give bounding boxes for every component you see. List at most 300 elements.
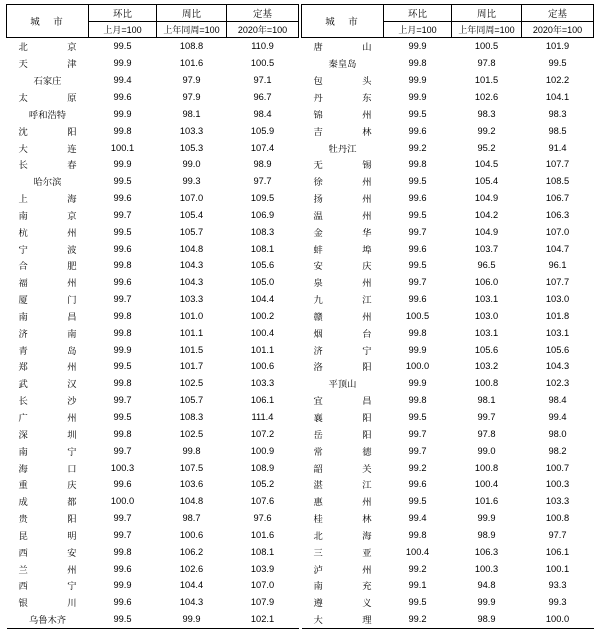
cell-fixed: 104.3 [545,361,570,372]
cell-wow: 100.4 [474,479,499,490]
city-label: 洛 阳 [313,362,372,373]
cell-wow: 99.7 [477,412,496,423]
cell-city [302,156,384,173]
cell-city [7,358,89,375]
table-row [7,459,299,476]
cell-wow: 103.1 [474,294,499,305]
city-label: 银 川 [18,598,77,609]
cell-wow: 100.8 [474,462,499,473]
city-label: 秦皇岛 [328,59,357,70]
cell-city [302,409,384,426]
table-row [7,173,299,190]
cell-fixed: 98.9 [253,159,272,170]
cell-mom: 99.6 [408,125,427,136]
city-label: 西 宁 [18,581,77,592]
cell-city [302,240,384,257]
cell-city [7,89,89,106]
table-row [302,156,594,173]
table-row [302,38,594,55]
cell-fixed: 99.4 [548,412,567,423]
cell-fixed: 107.4 [250,142,275,153]
city-label: 金 华 [313,227,372,238]
cell-mom: 99.6 [408,479,427,490]
cell-mom: 99.5 [113,361,132,372]
cell-wow: 105.4 [179,209,204,220]
city-label: 岳 阳 [313,429,372,440]
cell-wow: 106.0 [474,277,499,288]
cell-city [302,274,384,291]
cell-city [7,257,89,274]
table-row [302,442,594,459]
cell-fixed: 105.6 [250,260,275,271]
cell-fixed: 97.1 [253,75,272,86]
city-label: 泉 州 [313,278,372,289]
cell-wow: 99.9 [477,513,496,524]
cell-fixed: 100.2 [250,310,275,321]
cell-city [302,223,384,240]
cell-wow: 103.7 [474,243,499,254]
cell-fixed: 98.4 [548,395,567,406]
cell-city [302,375,384,392]
table-row [7,139,299,156]
cell-mom: 99.5 [408,412,427,423]
city-label: 泸 州 [313,564,372,575]
cell-mom: 99.9 [113,108,132,119]
cell-mom: 99.9 [408,91,427,102]
right-table [301,4,594,629]
city-label: 南 昌 [18,311,77,322]
cell-city [7,206,89,223]
header-wow-sub: 上年同周=100 [452,22,522,38]
cell-fixed: 104.7 [545,243,570,254]
city-label: 长 春 [18,160,77,171]
cell-wow: 105.7 [179,226,204,237]
cell-city [7,105,89,122]
table-row [302,257,594,274]
cell-fixed: 106.7 [545,193,570,204]
cell-fixed: 98.0 [548,428,567,439]
cell-mom: 99.8 [408,529,427,540]
cell-wow: 98.1 [182,108,201,119]
cell-city [7,173,89,190]
cell-city [302,358,384,375]
cell-fixed: 106.3 [545,209,570,220]
cell-wow: 102.6 [474,91,499,102]
cell-city [7,72,89,89]
cell-mom: 99.2 [408,563,427,574]
cell-mom: 99.8 [408,327,427,338]
cell-mom: 99.7 [113,445,132,456]
cell-mom: 99.6 [113,563,132,574]
cell-wow: 107.5 [179,462,204,473]
cell-city [7,409,89,426]
cell-city [302,257,384,274]
city-label: 武 汉 [18,379,77,390]
cell-wow: 98.7 [182,513,201,524]
cell-city [302,324,384,341]
cell-city [302,560,384,577]
cell-fixed: 98.5 [548,125,567,136]
cell-city [7,476,89,493]
cell-fixed: 109.5 [250,193,275,204]
city-label: 韶 关 [313,463,372,474]
table-row [302,105,594,122]
cell-mom: 99.5 [89,38,157,55]
table-row [7,324,299,341]
header-mom-sub: 上月=100 [384,22,452,38]
header-fixed-sub: 2020年=100 [522,22,594,38]
cell-fixed: 101.8 [545,310,570,321]
cell-fixed: 100.3 [545,479,570,490]
cell-wow: 100.6 [179,529,204,540]
cell-wow: 102.5 [179,428,204,439]
table-row [302,358,594,375]
cell-city [7,442,89,459]
city-label: 常 德 [313,446,372,457]
cell-wow: 102.6 [179,563,204,574]
city-label: 上 海 [18,194,77,205]
table-row [7,206,299,223]
cell-wow: 101.0 [179,310,204,321]
cell-mom: 100.4 [405,546,430,557]
table-row [302,240,594,257]
table-row [302,72,594,89]
cell-mom: 99.6 [113,193,132,204]
cell-fixed: 107.9 [250,597,275,608]
cell-wow: 103.2 [474,361,499,372]
cell-fixed: 96.1 [548,260,567,271]
table-row [302,206,594,223]
cell-wow: 104.3 [179,597,204,608]
cell-fixed: 100.4 [250,327,275,338]
cell-fixed: 104.1 [545,91,570,102]
city-label: 济 南 [18,328,77,339]
cell-fixed: 102.1 [227,611,299,629]
cell-mom: 99.8 [408,395,427,406]
city-label: 厦 门 [18,295,77,306]
header-wow: 周比 [157,5,227,22]
table-row [7,510,299,527]
cell-wow: 97.8 [477,58,496,69]
cell-wow: 104.8 [179,243,204,254]
city-label: 南 充 [313,581,372,592]
cell-wow: 104.3 [179,260,204,271]
table-row [302,459,594,476]
cell-mom: 99.9 [384,38,452,55]
cell-wow: 103.6 [179,479,204,490]
city-label: 无 锡 [313,160,372,171]
cell-mom: 99.7 [113,395,132,406]
cell-mom: 99.6 [113,597,132,608]
city-label: 烟 台 [313,328,372,339]
cell-city [302,89,384,106]
cell-city [7,510,89,527]
cell-fixed: 96.7 [253,91,272,102]
cell-mom: 99.5 [408,209,427,220]
city-label: 安 庆 [313,261,372,272]
city-label: 南 京 [18,210,77,221]
city-label: 郑 州 [18,362,77,373]
cell-wow: 101.1 [179,327,204,338]
cell-wow: 103.0 [474,310,499,321]
cell-fixed: 108.1 [250,546,275,557]
cell-fixed: 106.1 [250,395,275,406]
table-row [7,38,299,55]
cell-city [7,594,89,611]
table-row [7,55,299,72]
cell-city [302,308,384,325]
cell-city [302,38,384,55]
cell-wow: 95.2 [477,142,496,153]
city-label: 贵 阳 [18,514,77,525]
table-row [7,392,299,409]
city-label: 乌鲁木齐 [28,615,67,626]
left-table-body [7,38,299,629]
cell-wow: 100.5 [452,38,522,55]
cell-city [302,425,384,442]
cell-mom: 100.3 [110,462,135,473]
table-row [302,139,594,156]
city-label: 福 州 [18,278,77,289]
cell-wow: 99.0 [182,159,201,170]
cell-fixed: 106.9 [250,209,275,220]
city-label: 大 连 [18,143,77,154]
header-city: 城 市 [7,5,89,38]
cell-mom: 99.5 [408,176,427,187]
table-row [7,105,299,122]
cell-fixed: 105.6 [545,344,570,355]
cell-fixed: 106.1 [545,546,570,557]
cell-mom: 99.7 [113,294,132,305]
city-label: 三 亚 [313,547,372,558]
table-row [302,324,594,341]
cell-fixed: 97.6 [253,513,272,524]
cell-mom: 99.8 [113,327,132,338]
cell-wow: 98.9 [477,529,496,540]
cell-city [7,223,89,240]
table-row [7,594,299,611]
city-label: 哈尔滨 [33,177,62,188]
cell-mom: 99.6 [113,479,132,490]
cell-city [7,38,89,55]
cell-wow: 103.3 [179,294,204,305]
cell-city [7,611,89,629]
cell-fixed: 98.3 [548,108,567,119]
cell-fixed: 97.7 [548,529,567,540]
cell-city [7,341,89,358]
header-fixed: 定基 [522,5,594,22]
table-row [302,274,594,291]
city-label: 济 宁 [313,345,372,356]
cell-city [302,392,384,409]
cell-city [7,156,89,173]
cell-mom: 99.8 [408,159,427,170]
cell-mom: 99.2 [384,611,452,629]
city-label: 杭 州 [18,227,77,238]
cell-fixed: 100.7 [545,462,570,473]
cell-city [302,72,384,89]
cell-city [7,308,89,325]
table-row [7,543,299,560]
cell-city [7,190,89,207]
cell-mom: 99.7 [113,529,132,540]
header-mom: 环比 [384,5,452,22]
cell-wow: 104.3 [179,277,204,288]
cell-fixed: 103.9 [250,563,275,574]
cell-city [302,206,384,223]
table-row [7,476,299,493]
cell-city [7,375,89,392]
cell-wow: 108.8 [157,38,227,55]
cell-city [302,190,384,207]
cell-mom: 99.9 [113,159,132,170]
cell-wow: 103.3 [179,125,204,136]
city-label: 大 理 [313,615,372,626]
cell-wow: 101.5 [179,344,204,355]
cell-mom: 99.9 [408,75,427,86]
cell-mom: 99.1 [408,580,427,591]
cell-fixed: 107.0 [250,580,275,591]
cell-fixed: 100.5 [250,58,275,69]
cell-wow: 105.6 [474,344,499,355]
cell-mom: 99.5 [408,108,427,119]
cell-city [302,527,384,544]
cell-city [7,459,89,476]
table-row [7,308,299,325]
table-row [302,510,594,527]
cell-wow: 105.7 [179,395,204,406]
cell-wow: 98.9 [452,611,522,629]
cell-fixed: 108.5 [545,176,570,187]
city-label: 九 江 [313,295,372,306]
city-label: 扬 州 [313,194,372,205]
cell-wow: 107.0 [179,193,204,204]
city-label: 广 州 [18,413,77,424]
table-row [302,122,594,139]
city-label: 天 津 [18,59,77,70]
cell-mom: 99.6 [408,294,427,305]
cell-wow: 106.2 [179,546,204,557]
cell-wow: 94.8 [477,580,496,591]
table-row [302,89,594,106]
cell-wow: 100.8 [474,378,499,389]
city-label: 昆 明 [18,530,77,541]
cell-mom: 100.1 [110,142,135,153]
cell-city [302,611,384,629]
cell-wow: 96.5 [477,260,496,271]
table-row [302,409,594,426]
city-label: 湛 江 [313,480,372,491]
cell-city [7,274,89,291]
table-row [302,291,594,308]
city-label: 石家庄 [33,76,62,87]
cell-fixed: 108.3 [250,226,275,237]
cell-mom: 99.6 [408,243,427,254]
cell-mom: 99.5 [113,176,132,187]
table-row [7,291,299,308]
header-city: 城 市 [302,5,384,38]
table-row [302,425,594,442]
cell-fixed: 105.9 [250,125,275,136]
city-label: 青 岛 [18,345,77,356]
cell-wow: 104.9 [474,193,499,204]
city-label: 合 肥 [18,261,77,272]
city-label: 唐 山 [313,42,372,53]
city-label: 海口 [18,463,77,474]
cell-fixed: 93.3 [548,580,567,591]
cell-mom: 99.4 [113,75,132,86]
cell-fixed: 100.6 [250,361,275,372]
cell-wow: 103.1 [474,327,499,338]
city-label: 成 都 [18,497,77,508]
cell-mom: 99.7 [113,209,132,220]
cell-fixed: 108.1 [250,243,275,254]
city-label: 遵 义 [313,598,372,609]
city-label: 北 京 [18,42,77,53]
city-label: 西 安 [18,547,77,558]
table-row [302,611,594,629]
table-row [7,274,299,291]
cell-city [7,55,89,72]
cell-fixed: 107.0 [545,226,570,237]
cell-fixed: 100.0 [522,611,594,629]
cell-fixed: 101.1 [250,344,275,355]
cell-fixed: 105.0 [250,277,275,288]
cell-wow: 106.3 [474,546,499,557]
cell-mom: 99.9 [408,344,427,355]
cell-mom: 99.6 [408,193,427,204]
header-wow-sub: 上年同周=100 [157,22,227,38]
table-row [7,190,299,207]
cell-wow: 108.3 [179,412,204,423]
table-row [302,55,594,72]
city-label: 宁 波 [18,244,77,255]
cell-city [302,291,384,308]
table-row [7,240,299,257]
cell-mom: 99.6 [113,243,132,254]
cell-city [302,442,384,459]
table-row [302,527,594,544]
cell-fixed: 102.3 [545,378,570,389]
city-label: 南 宁 [18,446,77,457]
cell-wow: 104.4 [179,580,204,591]
cell-mom: 99.7 [408,226,427,237]
cell-wow: 104.8 [179,496,204,507]
cell-city [302,510,384,527]
cell-wow: 105.4 [474,176,499,187]
cell-city [302,543,384,560]
cell-fixed: 102.2 [545,75,570,86]
city-label: 北 海 [313,530,372,541]
cell-city [7,122,89,139]
city-label: 平顶山 [328,379,357,390]
cell-city [302,122,384,139]
cell-wow: 99.9 [157,611,227,629]
cell-fixed: 99.3 [548,597,567,608]
city-label: 温 州 [313,210,372,221]
cell-fixed: 101.9 [522,38,594,55]
cell-wow: 100.3 [474,563,499,574]
city-label: 沈 阳 [18,126,77,137]
cell-city [7,543,89,560]
cell-city [7,291,89,308]
cell-mom: 100.0 [110,496,135,507]
cell-wow: 99.8 [182,445,201,456]
cell-fixed: 110.9 [227,38,299,55]
table-row [7,223,299,240]
city-label: 包 头 [313,76,372,87]
cell-city [7,324,89,341]
